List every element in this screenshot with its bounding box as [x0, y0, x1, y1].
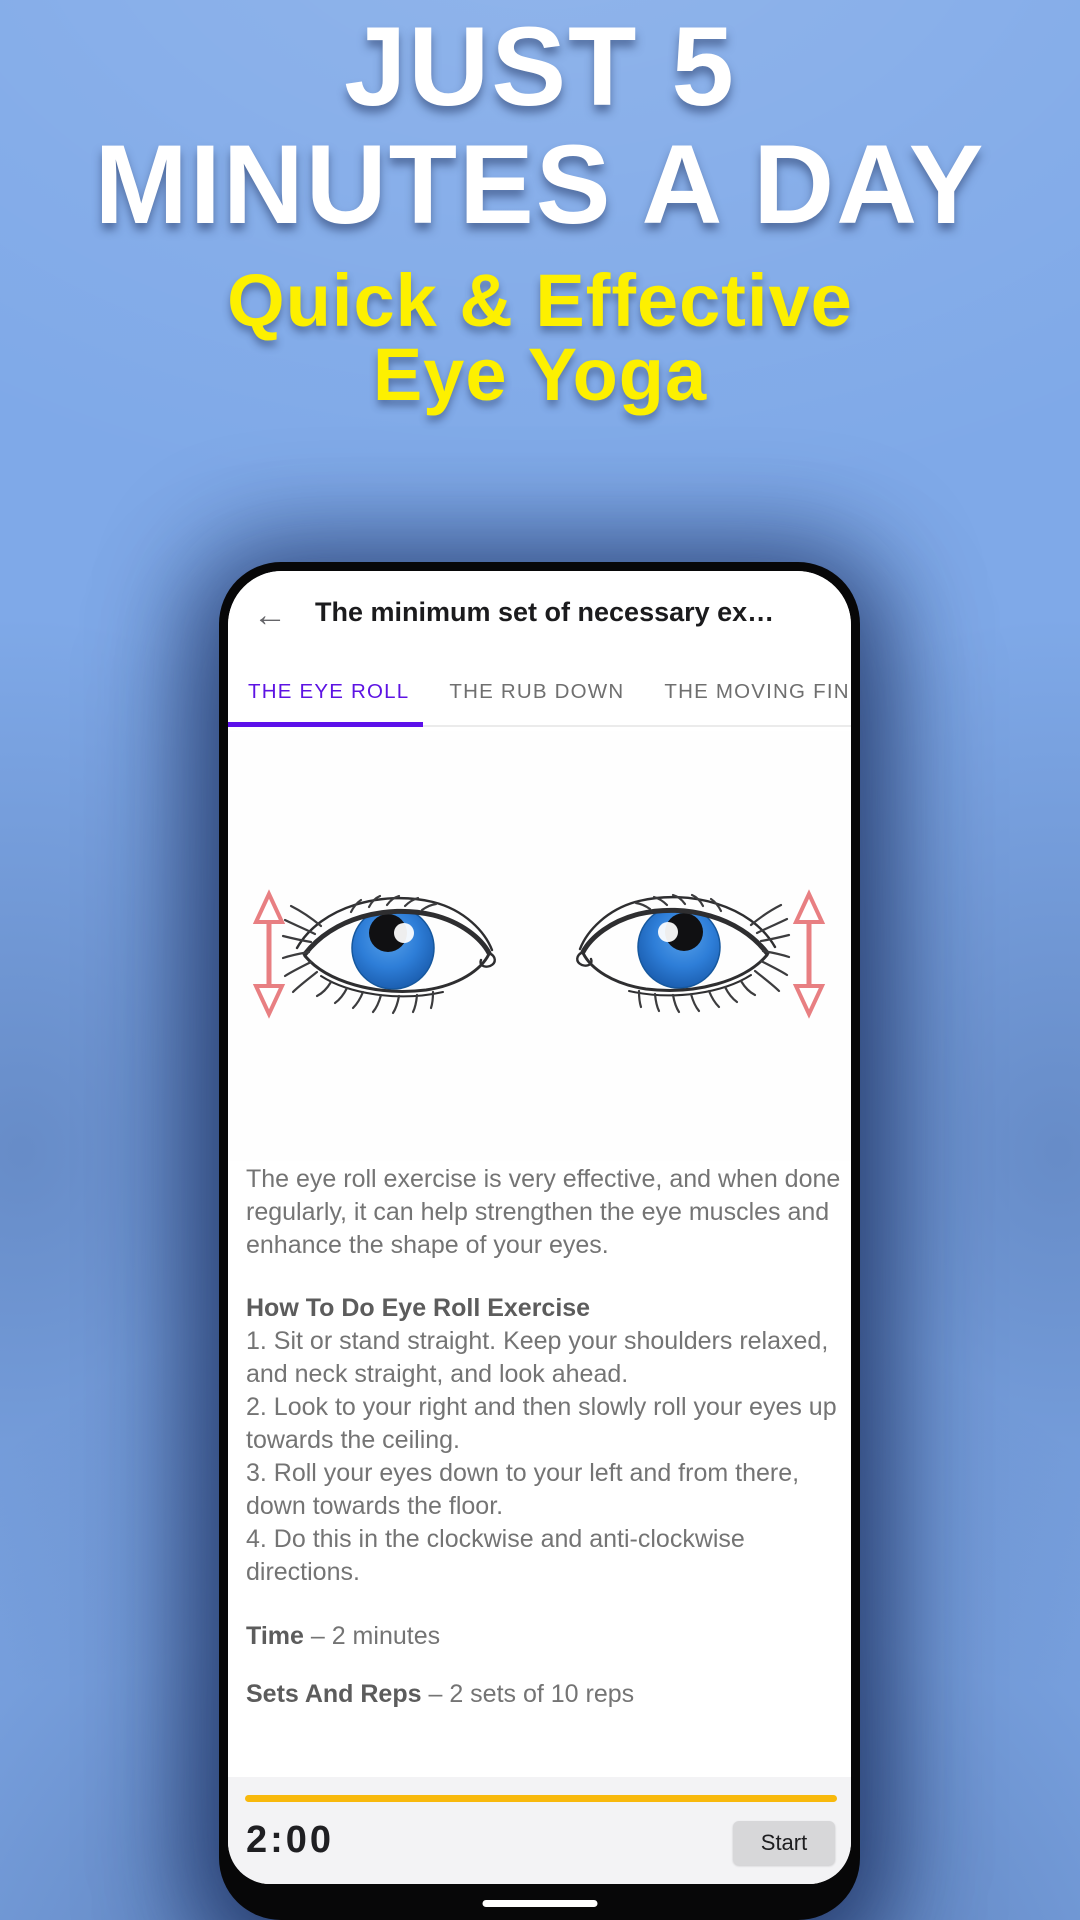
left-eye: [283, 896, 495, 1013]
sets-label: Sets And Reps: [246, 1680, 422, 1708]
eye-exercise-illustration: [228, 731, 851, 1161]
step-4: 4. Do this in the clockwise and anti-clockwise directions.: [246, 1525, 745, 1586]
exercise-description: [246, 1163, 842, 1711]
time-value: – 2 minutes: [310, 1622, 441, 1650]
tab-bar: [228, 659, 851, 727]
tab-the-moving-finger[interactable]: THE MOVING FIN: [664, 680, 850, 703]
eyes-drawing: [229, 889, 850, 1049]
hero-subtitle: [0, 259, 1080, 416]
hero-subtitle-line2: Eye Yoga: [372, 333, 708, 416]
time-row: [246, 1620, 842, 1653]
tab-the-rub-down[interactable]: THE RUB DOWN: [449, 680, 625, 703]
app-header: [228, 571, 851, 659]
hero-subtitle-line1: Quick & Effective: [227, 259, 853, 342]
left-updown-arrow: [256, 894, 282, 1014]
time-label: Time: [246, 1622, 304, 1650]
step-3: 3. Roll your eyes down to your left and from there, down towards the floor.: [246, 1459, 800, 1520]
hero-title-line1: JUST 5: [344, 4, 736, 129]
how-to-heading: How To Do Eye Roll Exercise: [246, 1294, 591, 1322]
intro-paragraph: The eye roll exercise is very effective, and when done regularly, it can help strengthen the eye muscles and enhance the shape of your eyes.: [246, 1165, 841, 1259]
tab-the-eye-roll[interactable]: THE EYE ROLL: [228, 659, 429, 725]
start-button[interactable]: Start: [733, 1821, 835, 1865]
timer-footer: [228, 1777, 851, 1884]
timer-value: 2:00: [246, 1819, 335, 1861]
page-title: The minimum set of necessary ex…: [315, 597, 775, 627]
right-eye: [577, 895, 789, 1012]
app-screen: [228, 571, 851, 1884]
step-1: 1. Sit or stand straight. Keep your shoulders relaxed, and neck straight, and look ahead.: [246, 1327, 829, 1388]
timer-progress-bar: [245, 1795, 837, 1802]
phone-mockup: [219, 562, 860, 1920]
right-updown-arrow: [796, 894, 822, 1014]
sets-row: [246, 1678, 842, 1711]
hero-title-line2: MINUTES A DAY: [94, 121, 986, 247]
home-indicator: [482, 1900, 597, 1907]
hero-title: [0, 4, 1080, 247]
sets-value: – 2 sets of 10 reps: [428, 1680, 635, 1708]
step-2: 2. Look to your right and then slowly roll your eyes up towards the ceiling.: [246, 1393, 837, 1454]
back-arrow-icon[interactable]: ←: [248, 593, 292, 637]
